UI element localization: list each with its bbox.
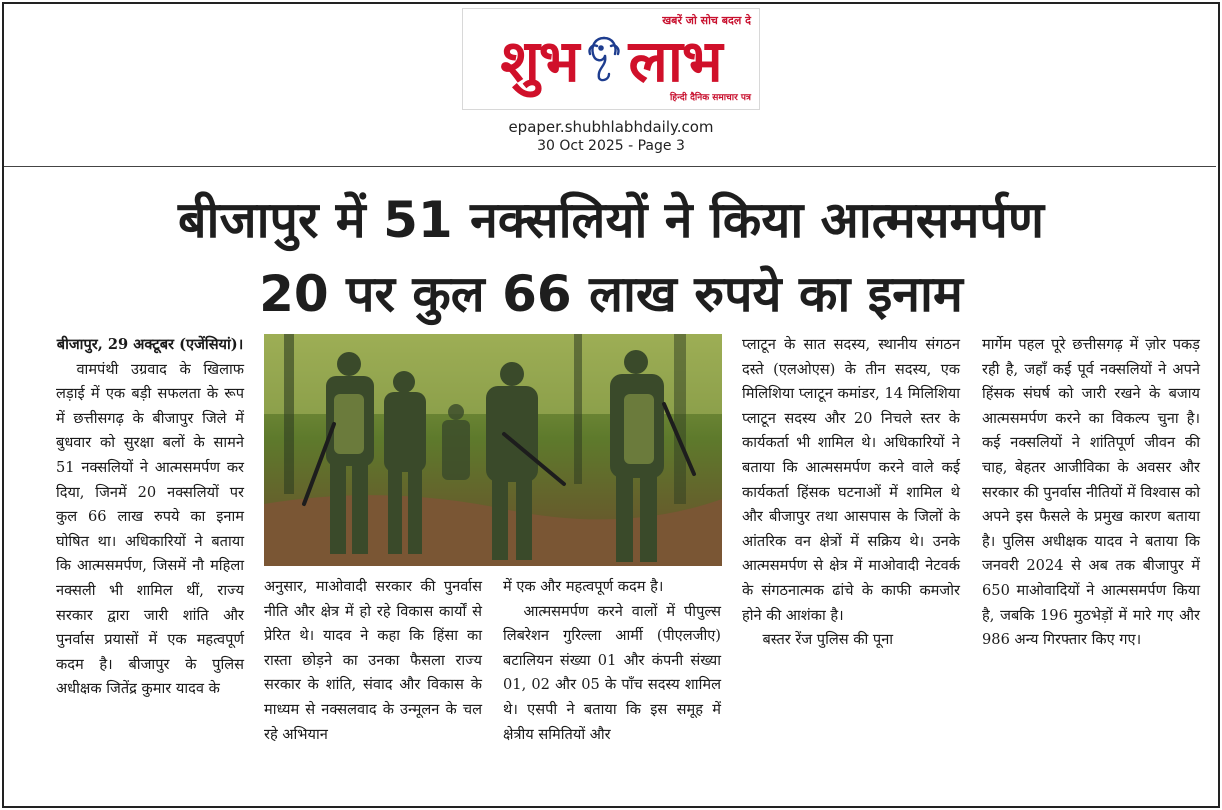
- article-paragraph: मार्गेम पहल पूरे छत्तीसगढ़ में ज़ोर पकड़ रही है, जहाँ कई पूर्व नक्सलियों ने अपने हिंसक संघर्ष को जारी रखने के बजाय आत्मसमर्पण करने का विकल्प चुना है। कई नक्सलियों ने शांतिपूर्ण जीवन की चाह, बेहतर आजीविका के अवसर और सरकार की पुनर्वास नीतियों में विश्वास को अपने इस फैसले के प्रमुख कारण बताया है। पुलिस अधीक्षक यादव ने बताया कि जनवरी 2024 से अब तक बीजापुर में 650 माओवादियों ने आत्मसमर्पण किया है, जबकि 196 मुठभेड़ों में मारे गए और 986 अन्य गिरफ्तार किए गए।: [982, 336, 1200, 649]
- masthead-logo[interactable]: [462, 8, 760, 110]
- logo-text-right: लाभ: [628, 26, 722, 95]
- headline-line-2: 20 पर कुल 66 लाख रुपये का इनाम: [259, 265, 963, 323]
- article-paragraph: बस्तर रेंज पुलिस की पूना: [762, 631, 894, 649]
- masthead-tagline: खबरें जो सोच बदल दे: [662, 14, 751, 27]
- headline-line-1: बीजापुर में 51 नक्सलियों ने किया आत्मसमर्पण: [178, 191, 1044, 249]
- header-divider: [4, 166, 1216, 167]
- article-dateline: बीजापुर, 29 अक्टूबर (एजेंसियां)।: [56, 336, 244, 353]
- photo-illustration: [264, 334, 722, 566]
- article-paragraph: आत्मसमर्पण करने वालों में पीपुल्स लिबरेशन गुरिल्ला आर्मी (पीएलजीए) बटालियन संख्या 01 और कंपनी संख्या 01, 02 और 05 के पाँच सदस्य शामिल थे। एसपी ने बताया कि इस समूह में क्षेत्रीय समितियों और: [503, 602, 721, 743]
- article-column-5: [982, 333, 1200, 653]
- article-column-2: [264, 575, 482, 747]
- masthead-subtitle: हिन्दी दैनिक समाचार पत्र: [669, 93, 751, 103]
- article-column-3: [503, 575, 721, 747]
- article-paragraph: अनुसार, माओवादी सरकार की पुनर्वास नीति और क्षेत्र में हो रहे विकास कार्यों से प्रेरित थे। यादव ने कहा कि हिंसा का रास्ता छोड़ने का उनका फैसला राज्य सरकार के शांति, संवाद और विकास के माध्यम से नक्सलवाद के उन्मूलन के चल रहे अभियान: [264, 578, 482, 743]
- article-column-1: [56, 333, 244, 702]
- article-paragraph: प्लाटून के सात सदस्य, स्थानीय संगठन दस्ते (एलओएस) के तीन सदस्य, एक मिलिशिया प्लाटून कमांडर, 14 मिलिशिया प्लाटून सदस्य और 20 निचले स्तर के कार्यकर्ता भी शामिल थे। अधिकारियों ने बताया कि आत्मसमर्पण करने वाले कई कार्यकर्ता हिंसक घटनाओं में शामिल थे और बीजापुर तथा आसपास के जिलों के आंतरिक वन क्षेत्रों में सक्रिय थे। उनके आत्मसमर्पण से क्षेत्र में माओवादी नेटवर्क के संगठनात्मक ढांचे के काफी कमजोर होने की आशंका है।: [742, 336, 960, 624]
- logo-text-left: शुभ: [500, 26, 579, 95]
- article-column-4: [742, 333, 960, 653]
- ganesha-icon: [583, 32, 625, 84]
- article-paragraph: में एक और महत्वपूर्ण कदम है।: [503, 578, 664, 595]
- edition-date-page: 30 Oct 2025 - Page 3: [537, 138, 685, 154]
- article-paragraph: वामपंथी उग्रवाद के खिलाफ लड़ाई में एक बड़ी सफलता के रूप में छत्तीसगढ़ के बीजापुर जिले में बुधवार को सुरक्षा बलों के सामने 51 नक्सलियों ने आत्मसमर्पण कर दिया, जिनमें 20 नक्सलियों पर कुल 66 लाख रुपये का इनाम घोषित था। अधिकारियों ने बताया कि आत्मसमर्पण, जिसमें नौ महिला नक्सली भी शामिल थीं, राज्य सरकार द्वारा जारी शांति और पुनर्वास प्रयासों में एक महत्वपूर्ण कदम है। बीजापुर के पुलिस अधीक्षक जितेंद्र कुमार यादव के: [56, 360, 244, 698]
- edition-url[interactable]: epaper.shubhlabhdaily.com: [508, 118, 714, 136]
- article-photo: [264, 334, 722, 566]
- logo-wordmark: [473, 23, 749, 93]
